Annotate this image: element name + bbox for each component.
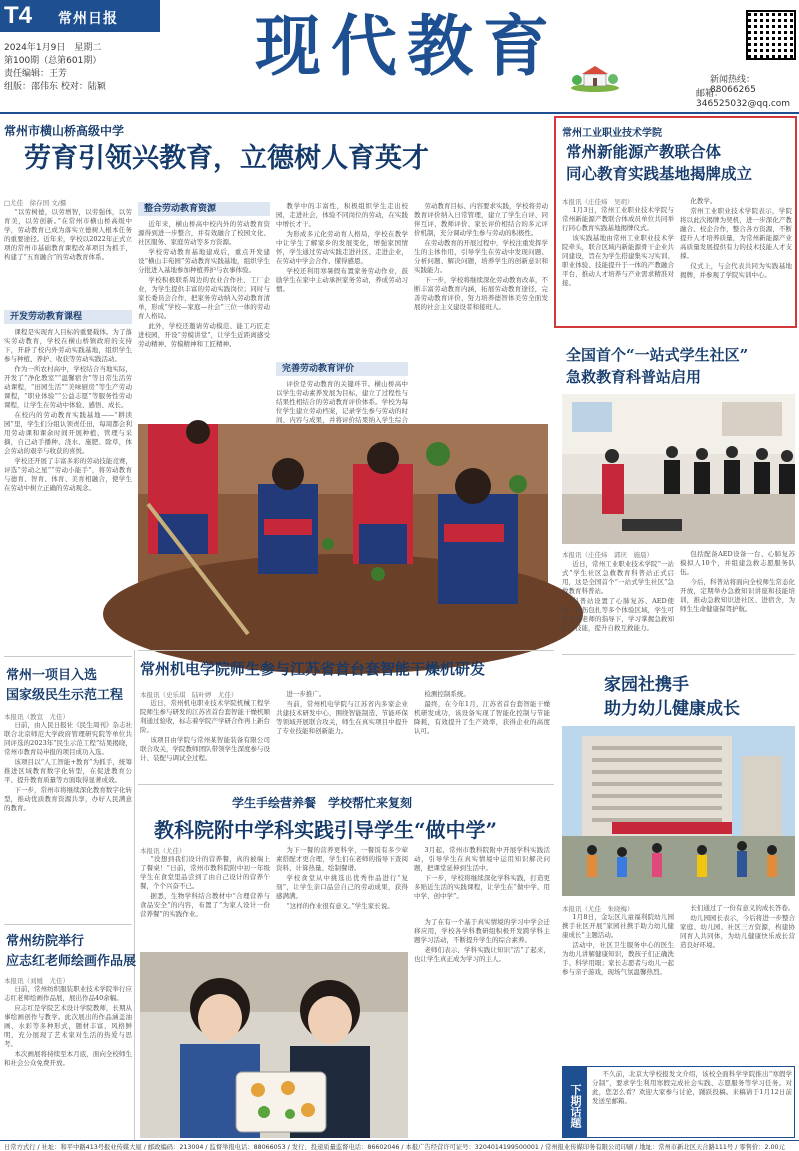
community-col2: [680, 550, 795, 652]
lead-col3-paragraph: 学校还利用寒暑假布置家务劳动作业，鼓励学生在家中主动承担家务劳动，养成劳动习惯。: [276, 267, 408, 293]
dryer-col1-paragraph: 该项目由学院与常州某智能装备有限公司联合攻关，学院教师团队带领学生深度参与设计、装配与调试全过程。: [140, 736, 270, 762]
lead-col2-paragraph: 学校积极联系周边的农业合作社、工厂企业，为学生提供丰富的劳动实践岗位；同时与家长委员会合作，把家务劳动纳入劳动教育清单，形成“学校—家庭—社会”三位一体的劳动育人格局。: [138, 276, 270, 320]
lead-col4: [414, 202, 548, 416]
lead-kicker: 常州市横山桥高级中学: [4, 124, 125, 138]
ai-rule: [4, 656, 132, 657]
lead-col1b-paragraph: 课程是实现育人目标的重要载体。为了落实劳动教育，学校在横山桥镇政府的支持下，开辟了校内外劳动实践基地，组织学生参与种植、养护、收获等劳动实践活动。: [4, 328, 132, 363]
community-col1: [562, 560, 674, 652]
footer-rule: [0, 1140, 799, 1141]
ai-headline-1: 常州一项目入选: [6, 668, 98, 683]
ev-col2-paragraph: 仪式上，与会代表共同为实践基地揭牌，并参观了学院实训中心。: [680, 262, 792, 279]
masthead: [0, 0, 799, 110]
art-byline: 本报讯（刘媛 尤佳）: [4, 977, 69, 985]
family-col2: [680, 904, 795, 1063]
practice-col2-paragraph: 学校食堂从中挑选出优秀作品进行“复刻”，让学生亲口品尝自己的劳动成果，获得感满满。: [276, 874, 408, 900]
school-illustration: [570, 62, 620, 92]
art-headline-2: 应志红老师绘画作品展: [6, 954, 137, 969]
community-byline: 本报讯（庄佳炜 郭庆 施晨）: [562, 551, 653, 559]
dryer-col1-paragraph: 近日，常州机电职业技术学院机械工程学院师生参与研发的江苏省首台套智能干燥机顺利通过验收，标志着学院产学研合作再上新台阶。: [140, 699, 270, 734]
lead-col2-paragraph: 学校劳动教育基地建成后，重点开发建设“横山丰苑园”劳动教育实践基地，组织学生分批进入基地参加种植养护与农事体验。: [138, 248, 270, 274]
practice-col3-paragraph: 3月起，常州市教科院附中开展学科实践活动，引导学生在真实情境中运用知识解决问题，把课堂延伸到生活中。: [414, 846, 550, 872]
lead-subhead-1: 开发劳动教育课程: [4, 310, 132, 324]
issue-date: 2024年1月9日 星期二: [4, 43, 102, 53]
lead-byline: □尤佳 徐存国 文/摄: [4, 199, 67, 207]
ai-headline-2: 国家级民生示范工程: [6, 688, 124, 703]
community-headline-1: 全国首个“一站式学生社区”: [566, 346, 749, 364]
dryer-col2-paragraph: 进一步推广。: [286, 690, 326, 698]
practice-col1: [140, 855, 270, 947]
lead-col2-paragraph: 近年来，横山桥高中校内外的劳动教育资源得到进一步整合，并有效融合了校园文化、社区服务、家庭劳动等多方资源。: [138, 220, 270, 246]
dryer-headline: 常州机电学院师生参与江苏省首台套智能干燥机研发: [140, 660, 486, 678]
editor-line: 责任编辑：王芳: [4, 69, 68, 79]
art-body-paragraph: 日前，常州纺织服装职业技术学院举行应志红老师绘画作品展，展出作品40余幅。: [4, 985, 132, 1002]
art-body-paragraph: 应志红是学院艺术设计学院教师，长期从事绘画创作与教学。此次展出的作品涵盖油画、水彩等多种形式，题材丰富、风格鲜明，充分展现了艺术家对生活的热爱与思考。: [4, 1004, 132, 1048]
lead-col2: [138, 220, 270, 416]
next-topic-text: [592, 1070, 792, 1136]
lead-col2-paragraph: 此外，学校还邀请劳动模范、能工巧匠走进校园，开设“劳模讲堂”，让学生近距离感受劳动精神、劳模精神和工匠精神。: [138, 322, 270, 348]
art-rule: [4, 924, 132, 925]
footer: 日常方式行 / 社址：和平中路413号报业传媒大厦 / 邮政编码：213004 / 监督举报电话：88066053 / 发行、投递质量监督电话：86602046 / 本报广告经营许可证号：3204014199500001 / 常州报业传媒印务有限公司印刷 / 地址：常州市新北区天合路111号 / 零售价：2.00元: [4, 1144, 785, 1151]
community-col2-paragraph: 包括配备AED设备一台、心肺复苏模拟人10个，并组建急救志愿服务队伍。: [680, 550, 795, 576]
family-col1-paragraph: 活动中，社区卫生服务中心的医生为幼儿讲解健康知识，教孩子们正确洗手、科学用眼；家长志愿者与幼儿一起参与亲子游戏，现场气氛温馨热烈。: [562, 941, 674, 976]
email: 邮箱：346525032@qq.com: [696, 89, 791, 109]
ai-body-paragraph: 日前，由人民日报社《民生周刊》杂志社联合北京师范大学政府管理研究院等单位共同评选的2023年“民生示范工程”结果揭晓，常州市教育局申报的项目成功入选。: [4, 721, 132, 756]
masthead-rule: [0, 112, 799, 114]
ev-headline-1: 常州新能源产教联合体: [566, 142, 722, 161]
art-body-paragraph: 本次画展将持续至本月底，面向全校师生和社会公众免费开放。: [4, 1050, 132, 1067]
lead-col1b-paragraph: 学校还开展了丰富多彩的劳动技能竞赛，评选“劳动之星”“劳动小能手”，将劳动教育与德育、智育、体育、美育相融合，使学生在劳动中树立正确的劳动观念。: [4, 457, 132, 492]
ai-body-paragraph: 该项目以“人工智能+教育”为抓手，统筹推进区域教育数字化转型，在促进教育公平、提升教育质量等方面取得显著成效。: [4, 758, 132, 784]
staff-line: 组版：邵伟东 校对：陆颖: [4, 82, 106, 92]
practice-photo: [140, 952, 408, 1138]
practice-col3-paragraph: 下一步，学校将继续深化学科实践，打造更多贴近生活的实践课程，让学生在“做中学、用中学、创中学”。: [414, 874, 550, 900]
lead-col1-paragraph: “以劳树德，以劳增智，以劳强体，以劳育美，以劳创新。”在常州市横山桥高级中学，劳动教育已成为落实立德树人根本任务的重要途径。近年来，学校以2022年正式立项的常州市基础教育课程改革项目为抓手，构建了“五育融合”的劳动教育体系。: [4, 208, 132, 261]
family-col1: [562, 913, 674, 1063]
lead-headline: 劳育引领兴教育，立德树人育英才: [24, 143, 429, 174]
practice-col2-paragraph: 为下一餐的营养更科学，一餐饭有多少荤素搭配才更合理，学生们在老师的指导下查阅资料、计算热量、绘制餐谱。: [276, 846, 408, 872]
dryer-col2: [276, 690, 408, 779]
practice-col4-paragraph: 老师们表示，学科实践让知识“活”了起来，也让学生真正成为学习的主人。: [414, 946, 550, 963]
practice-col4-paragraph: 为了在有一个基于真实情境的学习中学会迁移应用，学校各学科教研组积极开发跨学科主题学习活动，不断提升学生的综合素养。: [414, 918, 550, 944]
family-col1-paragraph: 1月8日，金坛区儿童福利院幼儿园携手社区开展“家园社携手助力幼儿健康成长”主题活动。: [562, 913, 674, 939]
hotline: 新闻热线：88066265: [710, 75, 756, 95]
ai-byline: 本报讯（教宣 尤佳）: [4, 713, 69, 721]
ev-headline-2: 同心教育实践基地揭牌成立: [566, 164, 753, 183]
family-headline-1: 家园社携手: [604, 675, 689, 695]
lead-col1-text: [4, 208, 132, 262]
lead-col1b-paragraph: 在校内的劳动教育实践基地——“耕读园”里，学生们分组认领责任田，每周都会利用劳动课和课余时间开展种植、管理与采摘，自己动手播种、浇水、施肥、除草，体会劳动的艰辛与收获的喜悦。: [4, 411, 132, 455]
community-photo: [562, 394, 795, 544]
lead-col4-paragraph: 在劳动教育的开展过程中，学校注重发挥学生的主体作用，引导学生在劳动中发现问题、分析问题、解决问题，培养学生的创新意识和实践能力。: [414, 239, 548, 274]
lead-col1: [4, 208, 132, 308]
next-topic-label-text: 下期话题: [569, 1084, 582, 1128]
ev-col1-paragraph: 该实践基地由常州工业职业技术学院牵头，联合区域内新能源骨干企业共同建设，旨在为学生搭建集实习实训、职业体验、技能提升于一体的产教融合平台，推动人才培养与产业需求精准对接。: [562, 234, 674, 287]
next-topic-label: [563, 1067, 587, 1137]
practice-col4: [414, 918, 550, 1138]
ai-body: [4, 721, 132, 921]
lead-col3-paragraph: 为形成多元化劳动育人格局，学校在教学中让学生了解家乡的发展变化，增强家国情怀，学生通过劳动实践走进社区、走进企业，在劳动中学会合作、懂得感恩。: [276, 230, 408, 265]
community-col1-paragraph: 近日，常州工业职业技术学院“一站式”学生社区急救教育科普站正式启用，这是全国首个“一站式学生社区”急救教育科普站。: [562, 560, 674, 595]
dryer-col3: [414, 690, 550, 779]
art-body: [4, 985, 132, 1138]
section-title: 现代教育: [255, 7, 559, 85]
ev-col1-paragraph: 1月3日，常州工业职业技术学院与常州新能源产教联合体成员单位共同举行同心教育实践基地揭牌仪式。: [562, 206, 674, 232]
paper-name: 常州日报: [58, 11, 118, 27]
dryer-byline: 本报讯（史乐琪 陆叶婷 尤佳）: [140, 691, 238, 699]
lead-col3b-paragraph: 评价是劳动教育的关键环节。横山桥高中以学生劳动素养发展为目标，建立了过程性与结果性相结合的劳动教育评价体系。学校为每位学生建立劳动档案，记录学生参与劳动的时间、内容与成果，并将评价结果纳入学生综合: [276, 380, 408, 424]
lead-photo: [138, 424, 548, 642]
issue-number: 第100期（总第601期）: [4, 56, 102, 66]
practice-col1-paragraph: “没想到我们设计的营养餐，真的被端上了餐桌！”日前，常州市教科院附中初一年级学生在食堂里品尝到了由自己设计的营养午餐，个个兴奋不已。: [140, 855, 270, 890]
practice-kicker: 学生手绘营养餐 学校帮忙来复刻: [232, 796, 413, 810]
page-number: T4: [4, 2, 33, 29]
practice-col3: [414, 846, 550, 916]
dryer-col2-paragraph: 当前，常州机电学院与江苏省内多家企业共建技术研发中心，围绕智能制造、节能环保等领域开展联合攻关，师生在真实项目中提升了专业技能和创新能力。: [276, 700, 408, 735]
practice-col2-paragraph: “这样的作业很有意义。”学生家长说。: [286, 902, 394, 910]
family-col2-paragraph: 长们通过了一份有意义的成长答卷。: [690, 904, 795, 912]
ev-col2-paragraph: 常州工业职业技术学院表示，学院将以此次揭牌为契机，进一步深化产教融合、校企合作，整合各方资源，不断提升人才培养质量，为常州新能源产业高质量发展提供有力的技术技能人才支撑。: [680, 207, 792, 260]
lead-col3b: [276, 380, 408, 424]
next-topic-paragraph: 不久前，北京大学校报发文介绍，该校全面科学学院推出“寒假学分制”，要求学生利用寒假完成社会实践、志愿服务等学习任务。对此，您怎么看？欢迎大家参与讨论，踊跃投稿。来稿请于1月12日前发送至邮箱。: [592, 1070, 792, 1105]
lead-col1b-paragraph: 作为一所农村高中，学校结合当地实际，开发了“净化教室”“温馨宿舍”等日常生活劳动课程，“田园生活”“美味厨房”等生产劳动课程，“职业体验”“公益志愿”等服务性劳动课程，让学生在劳动中体验、感悟、成长。: [4, 365, 132, 409]
dryer-col3-paragraph: 最终，在今年1月，江苏省首台套智能干燥机研发成功，该设备实现了智能化控制与节能降耗，有效提升了生产效率，获得企业的高度认可。: [414, 700, 550, 735]
lead-col4-paragraph: 劳动教育目标、内容要求实践，学校将劳动教育评价纳入日常管理，建立了学生自评、同伴互评、教师评价、家长评价相结合的多元评价机制，充分调动学生参与劳动的积极性。: [414, 202, 548, 237]
ai-body-paragraph: 下一步，常州市将继续深化教育数字化转型，推动优质教育资源共享，办好人民满意的教育。: [4, 786, 132, 812]
ev-col2-paragraph: 化教学。: [690, 197, 717, 205]
dryer-col3-paragraph: 检测控制系统。: [424, 690, 470, 698]
dryer-rule: [138, 650, 554, 651]
practice-rule: [138, 784, 554, 785]
ev-col1: [562, 206, 674, 324]
community-headline-2: 急救教育科普站启用: [566, 368, 702, 386]
qr-code: [746, 10, 796, 60]
family-byline: 本报讯（尤佳 朱晓梅）: [562, 905, 634, 913]
family-photo: [562, 726, 795, 896]
dryer-col1: [140, 699, 270, 779]
lead-col3: [276, 202, 408, 356]
lead-subhead-2: 整合劳动教育资源: [138, 202, 270, 216]
family-col2-paragraph: 幼儿园园长表示，今后将进一步整合家庭、幼儿园、社区三方资源，构建协同育人共同体，为幼儿健康快乐成长营造良好环境。: [680, 914, 795, 949]
practice-col1-paragraph: 据悉，生物学科结合教材中“合理营养与食品安全”的内容，布置了“为家人设计一份营养餐”的实践作业。: [140, 892, 270, 918]
lead-col4-paragraph: 下一步，学校将继续深化劳动教育改革，不断丰富劳动教育内涵，拓展劳动教育途径，完善劳动教育评价，努力培养德智体美劳全面发展的社会主义建设者和接班人。: [414, 276, 548, 311]
lead-col3-paragraph: 教学中的丰富性，积极组织学生走出校园，走进社会，体验不同岗位的劳动，在实践中增长才干。: [276, 202, 408, 228]
art-headline-1: 常州纺院举行: [6, 934, 85, 949]
family-rule: [562, 654, 795, 655]
ev-byline: 本报讯（庄佳炜 吴玥）: [562, 198, 634, 206]
ev-col2: [680, 197, 792, 324]
ev-kicker: 常州工业职业技术学院: [562, 128, 662, 139]
practice-byline: 本报讯（尤佳）: [140, 847, 186, 855]
practice-headline: 教科院附中学科实践引导学生“做中学”: [154, 818, 498, 842]
family-headline-2: 助力幼儿健康成长: [604, 699, 740, 719]
left-col-divider: [134, 650, 135, 1140]
community-col2-paragraph: 今后，科普站将面向全校师生常态化开放，定期举办急救知识讲座和技能培训，推动急救知识进社区、进宿舍，为师生生命健康保驾护航。: [680, 578, 795, 613]
practice-col2: [276, 846, 408, 947]
lead-subhead-3: 完善劳动教育评价: [276, 362, 408, 376]
community-col1-paragraph: 科普站设置了心肺复苏、AED使用、创伤包扎等多个体验区域，学生可在专业老师的指导下，学习掌握急救知识与技能，提升自救互救能力。: [562, 597, 674, 632]
